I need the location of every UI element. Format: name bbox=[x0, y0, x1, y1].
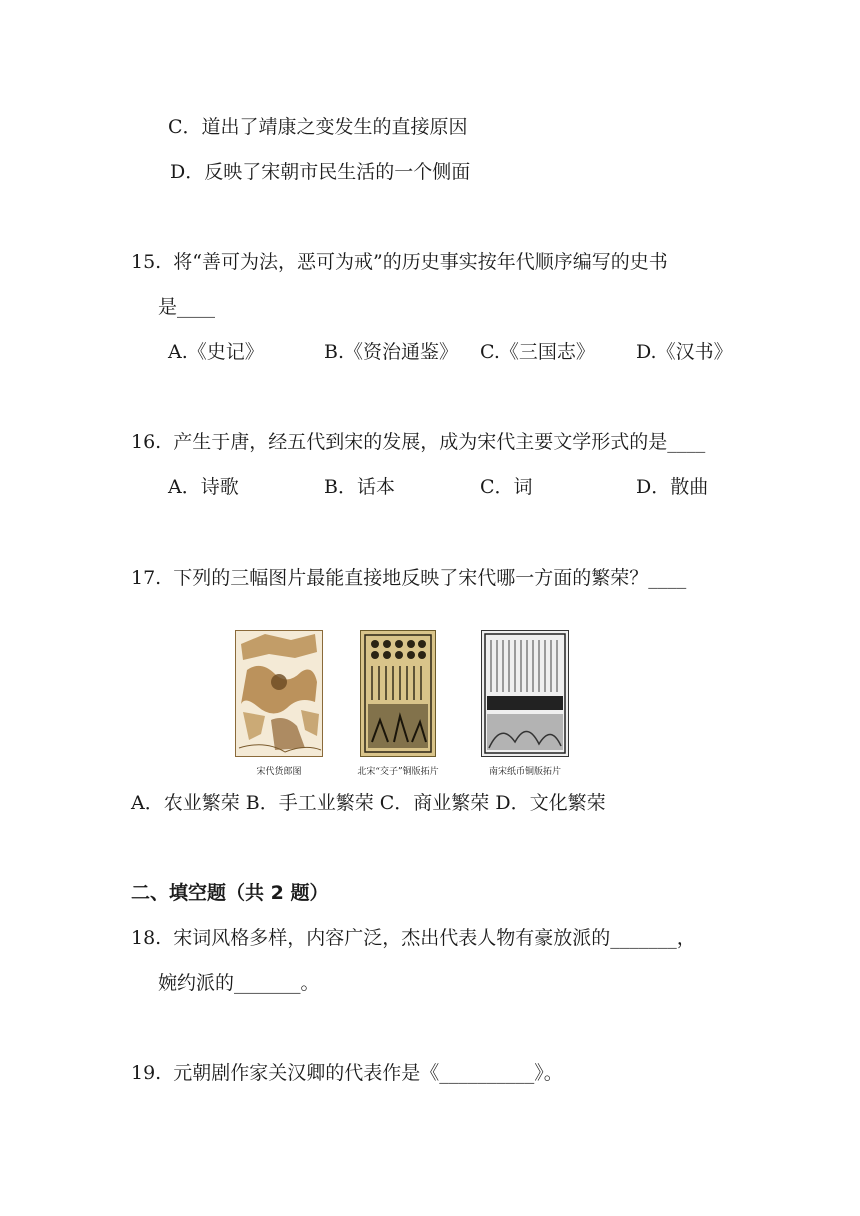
paper-money-rubbing-image bbox=[481, 630, 569, 757]
q16-option-d: D．散曲 bbox=[636, 476, 709, 498]
q14-option-d: D．反映了宋朝市民生活的一个侧面 bbox=[170, 161, 471, 183]
section-heading: 二、填空题（共 2 题） bbox=[131, 882, 329, 904]
q18-stem-line2: 婉约派的_______。 bbox=[158, 972, 320, 994]
q15-option-b: B.《资治通鉴》 bbox=[324, 341, 459, 363]
q15-option-d: D.《汉书》 bbox=[636, 341, 733, 363]
q17-options: A．农业繁荣 B．手工业繁荣 C．商业繁荣 D．文化繁荣 bbox=[131, 792, 606, 814]
paper-money-rubbing-caption: 南宋纸币铜版拓片 bbox=[488, 767, 561, 777]
q15-stem-line1: 15. 将“善可为法，恶可为戒”的历史事实按年代顺序编写的史书 bbox=[131, 251, 668, 273]
q16-option-b: B．话本 bbox=[324, 476, 395, 498]
jiaozi-rubbing-caption: 北宋“交子”铜版拓片 bbox=[357, 767, 439, 777]
q17-stem: 17. 下列的三幅图片最能直接地反映了宋代哪一方面的繁荣？____ bbox=[131, 567, 687, 589]
jiaozi-rubbing-image bbox=[360, 630, 436, 757]
q15-option-c: C.《三国志》 bbox=[480, 341, 595, 363]
q14-option-c: C．道出了靖康之变发生的直接原因 bbox=[168, 116, 468, 138]
peddler-painting-caption: 宋代货郎图 bbox=[256, 767, 302, 777]
q18-stem-line1: 18. 宋词风格多样，内容广泛，杰出代表人物有豪放派的_______， bbox=[131, 927, 696, 949]
q16-option-a: A．诗歌 bbox=[168, 476, 239, 498]
q16-option-c: C．词 bbox=[480, 476, 533, 498]
q15-stem-line2: 是____ bbox=[158, 296, 216, 318]
q19-stem: 19. 元朝剧作家关汉卿的代表作是《__________》。 bbox=[131, 1062, 563, 1084]
peddler-painting-image bbox=[235, 630, 323, 757]
q15-option-a: A.《史记》 bbox=[168, 341, 264, 363]
q16-stem: 16. 产生于唐，经五代到宋的发展，成为宋代主要文学形式的是____ bbox=[131, 431, 706, 453]
